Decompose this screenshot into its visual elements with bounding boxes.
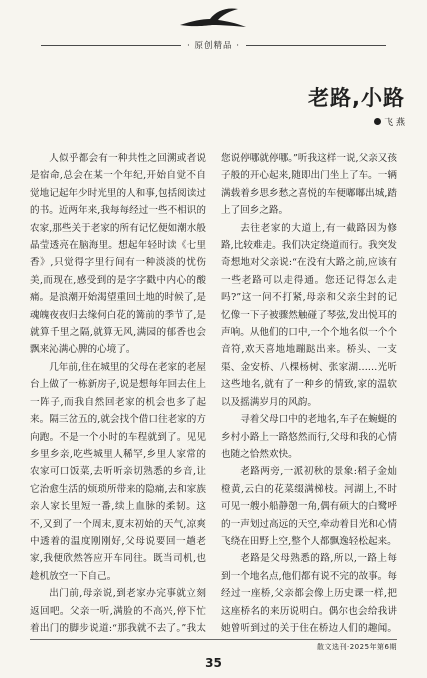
article-title: 老路,小路 [308,86,405,110]
left-column [30,150,206,633]
paragraph: 老路两旁,一派初秋的景象:稻子金灿橙黄,云白的花菜缀满梯枝。河湖上,不时可见一艘小船静憩一角,偶有硕大的白鹭呼的一声划过高远的天空,牵动着目光和心情飞绕在田野上空,整个人都飘逸轻松起来。 [221,466,397,547]
section-rule-right [246,45,386,46]
paragraph: 人似乎都会有一种共性之回溯或者说是宿命,总会在某一个年纪,开始自觉不自觉地记起年少时光里的人和事,包括阅读过的书。近两年来,我每每经过一些不相识的农家,那些关于老家的所有记忆便如潮水般晶莹透亮在脑海里。想起年轻时读《七里香》,只觉得字里行间有一种淡淡的忧伤美,而现在,感受到的是字字戳中内心的酸痛。是浪潮开始渴望重回土地的时候了,是魂魄夜夜归去缘何白花的篝前的季节了,是就算千里之隔,就算无风,满园的郁香也会飘来沁满心脾的心境了。 [30,153,206,356]
footer-rule [30,639,397,640]
right-column [221,150,397,633]
author-byline [374,115,405,128]
paragraph: 老路是父母熟悉的路,所以,一路上每到一个地名点,他们都有说不完的故事。每经过一座桥,父亲都会像上历史课一样,把这座桥名的来历说明白。偶尔也会给我讲她曾听到过的关于住在桥边人们的趣闻。 [221,553,397,633]
footer-source: 散文选刊·2025年第6期 [317,643,397,651]
bird-logo-icon [178,5,248,33]
paragraph: 寻着父母口中的老地名,车子在蜿蜒的乡村小路上一路悠然而行,父母和我的心情也随之恰然欢快。 [221,414,397,460]
article-body [30,150,397,633]
author-name: 飞 燕 [384,118,405,128]
paragraph: 去往老家的大道上,有一截路因为修路,比较难走。我们决定绕道而行。我突发奇想地对父亲说:“在没有大路之前,应该有一些老路可以走得通。您还记得怎么走吗?”这一问不打紧,母亲和父亲尘封的记忆像一下子被骤然触碰了琴弦,发出悦耳的声响。从他们的口中,一个个地名似一个个音符,欢天喜地地蹦跶出来。桥头、一支渠、金安桥、八棵杨树、张家湖……光听这些地名,就有了一种乡的情致,家的温软以及摇满岁月的风韵。 [221,222,397,408]
bullet-icon [374,118,381,125]
section-label: · 原创精品 · [187,41,240,51]
paragraph: 您说停哪就停哪。”听我这样一说,父亲又孩子般的开心起来,随即出门坐上了车。一辆满载着乡思乡愁之喜悦的车便嘟嘟出城,踏上了回乡之路。 [221,153,397,217]
paragraph: 几年前,住在城里的父母在老家的老屋台上做了一栋新房子,说是想每年回去住上一阵子,而我自然回老家的机会也多了起来。隔三岔五的,就会找个借口往老家的方向跑。不是一个小时的车程就到了。见见乡里乡亲,吃些城里人稀罕,乡里人家常的农家可口饭菜,去听听亲切熟悉的乡音,让它治愈生活的烦琐所带来的隐痛,去和家族亲人家长里短一番,续上血脉的柔韧。这不,又到了一个周末,夏末初始的天气,凉爽中透着的温度刚刚好,父母说要回一趟老家,我便欣然答应开车同往。既当司机,也趁机放空一下自己。 [30,361,206,582]
page-number: 35 [205,656,222,670]
section-tag [0,38,427,52]
section-rule-left [41,45,181,46]
paragraph: 出门前,母亲说,到老家办完事就立刻返回吧。父亲一听,满脸的不高兴,停下忙着出门的脚步说道:“那我就不去了。”我太 [30,588,206,633]
